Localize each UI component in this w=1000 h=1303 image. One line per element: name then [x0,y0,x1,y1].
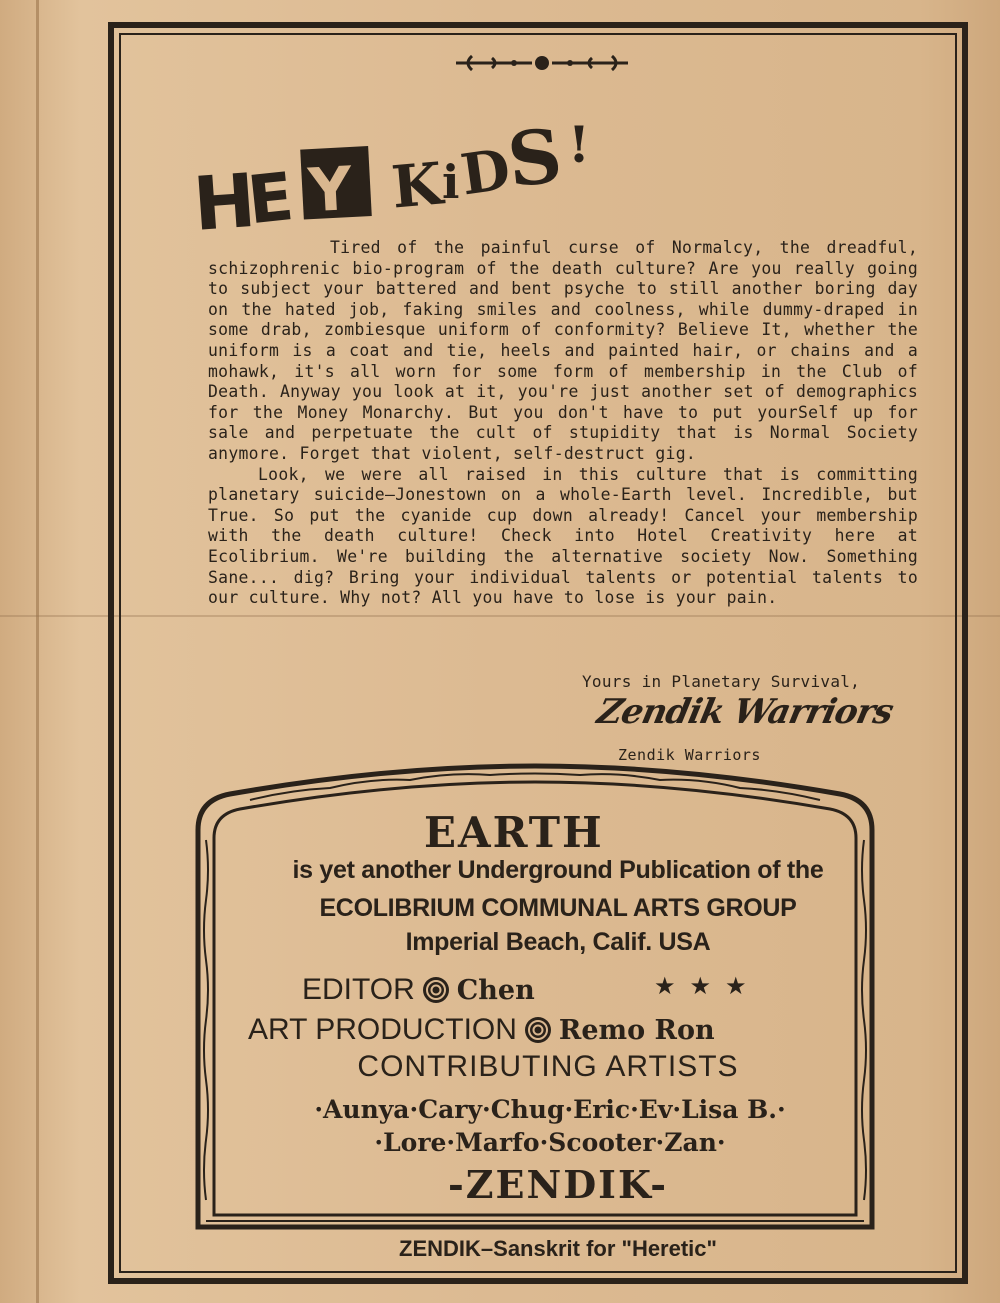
svg-text:!: ! [568,115,590,174]
art-production-name: Remo Ron [558,1014,715,1046]
art-production-role: ART PRODUCTION [248,1013,517,1046]
svg-text:K: K [388,149,446,222]
svg-text:i: i [442,155,460,209]
letter-paragraph: Tired of the painful curse of Normalcy, the dreadful, schizophrenic bio-program of the death culture? Are you really going to subject your battered and bent psyche to still another boring day on the hated job, faking smiles and coolness, while dummy-draped in some drab, zombiesque uniform of conformity? Believe It, whether the uniform is a coat and tie, heels and painted hair, or chains and a mohawk, it's all worn for some form of membership in the Club of Death. Anyway you look at it, you're just another set of demographics for the Money Monarchy. But you don't have to put yourSelf up for sale and perpetuate the cult of stupidity that is Normal Society anymore. Forget that violent, self-destruct gig. [208,238,918,463]
footer-caption: ZENDIK–Sanskrit for "Heretic" [399,1236,717,1261]
arts-group-name: ECOLIBRIUM COMMUNAL ARTS GROUP [319,894,797,922]
svg-text:H: H [190,157,259,248]
star-divider: ★★★ [654,972,761,1000]
signatory-name: Zendik Warriors [618,746,761,764]
page-fold-line [36,0,39,1303]
letter-paragraph: Look, we were all raised in this culture that is committing planetary suicide—Jonestown on a whole-Earth level. Incredible, but True. So put the cyanide cup down already! Cancel your membership with the death culture! Check into Hotel Creativity here at Ecolibrium. We're building the alternative society Now. Something Sane... dig? Bring your individual talents or potential talents to our culture. Why not? All you have to lose is your pain. [208,464,918,608]
handwritten-signature: Zendik Warriors [593,692,897,732]
svg-text:E: E [244,158,298,240]
letter-salutation: Yours in Planetary Survival, [582,672,861,691]
art-production-credit [248,1010,715,1050]
spiral-icon [421,975,451,1005]
editor-role: EDITOR [302,973,415,1006]
editor-name: Chen [456,974,535,1006]
page-title [190,108,642,248]
svg-text:S: S [503,113,566,205]
editor-credit [302,970,535,1010]
artist-names: ·Lore·Marfo·Scooter·Zan· [374,1128,726,1157]
letter-body [208,238,918,609]
zendik-wordmark: -ZENDIK- [448,1162,668,1207]
artist-names: ·Aunya·Cary·Chug·Eric·Ev·Lisa B.· [314,1095,786,1124]
publication-line: is yet another Underground Publication of the [292,856,824,884]
earth-logo: EARTH [424,808,604,857]
svg-text:Y: Y [306,154,354,227]
contributing-artists-heading: CONTRIBUTING ARTISTS [357,1050,739,1083]
svg-text:D: D [456,136,515,209]
spiral-icon [523,1015,553,1045]
scroll-ornament-icon [452,50,632,76]
location-line: Imperial Beach, Calif. USA [405,928,711,956]
